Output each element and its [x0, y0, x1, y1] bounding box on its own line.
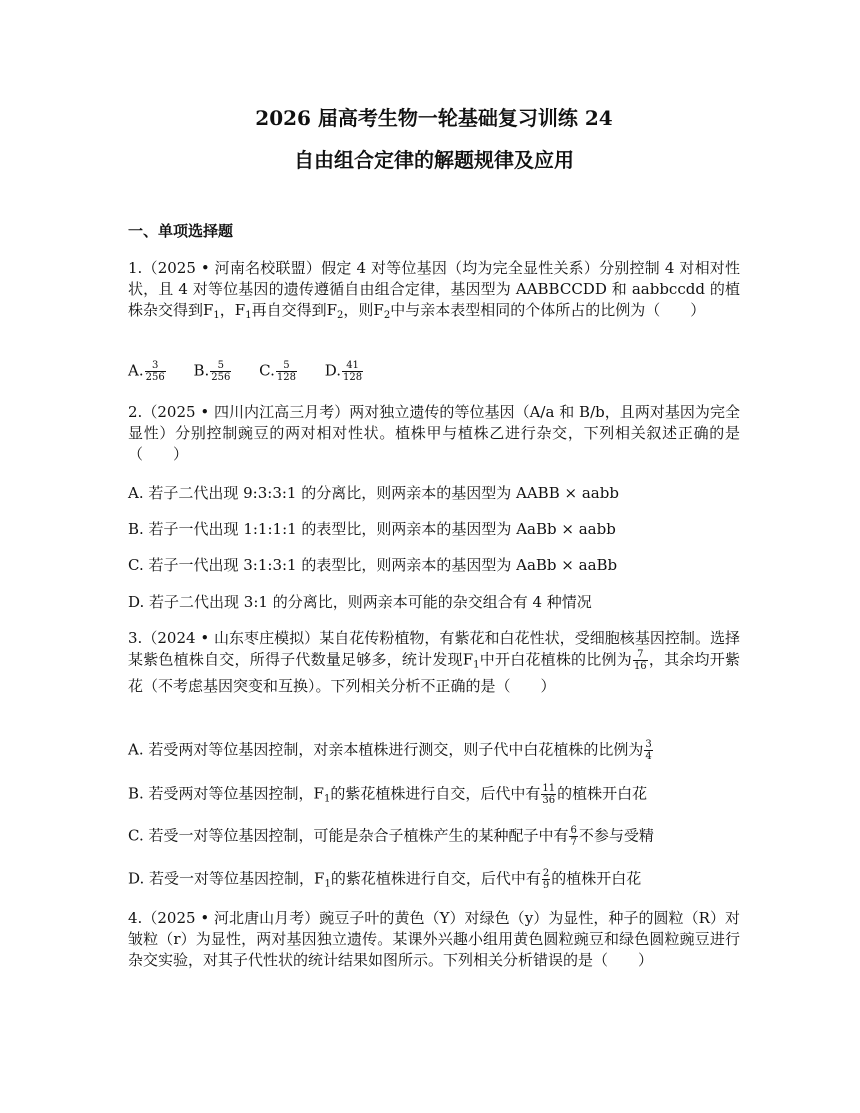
q1-option-d[interactable]: D. $\frac{41}{128}$ — [324, 360, 363, 383]
q1-option-c[interactable]: C. $\frac{5}{128}$ — [259, 360, 296, 383]
q1-options — [128, 360, 740, 383]
q2-option-d[interactable]: D. 若子二代出现 3:1 的分离比，则两亲本可能的杂交组合有 4 种情况 — [128, 593, 592, 611]
q1-option-a[interactable]: A. $\frac{3}{256}$ — [128, 360, 165, 383]
doc-title: 2026 届高考生物一轮基础复习训练 24 — [255, 106, 613, 130]
question-3: 3.（2024 • 山东枣庄模拟）某自花传粉植物，有紫花和白花性状，受细胞核基因控制。选择某紫色植株自交，所得子代数量足够多，统计发现$F_1$中开白花植株的比例为 $\frac{7}{16}$ ，其余均开紫花（不考虑基因突变和互换）。下列相关分析不正确的是（ ） — [128, 629, 740, 695]
q1-option-b[interactable]: B. $\frac{5}{256}$ — [193, 360, 231, 383]
q3-option-d[interactable]: D. 若受一对等位基因控制，$F_1$的紫花植株进行自交，后代中有 $\frac{2}{9}$ 的植株开白花 — [128, 868, 642, 891]
question-4: 4.（2025 • 河北唐山月考）豌豆子叶的黄色（Y）对绿色（y）为显性，种子的圆粒（R）对皱粒（r）为显性，两对基因独立遗传。某课外兴趣小组用黄色圆粒豌豆和绿色圆粒豌豆进行杂交实验，对其子代性状的统计结果如图所示。下列相关分析错误的是（ ） — [128, 909, 740, 969]
q2-option-b[interactable]: B. 若子一代出现 1:1:1:1 的表型比，则两亲本的基因型为 AaBb × aabb — [128, 520, 616, 538]
question-1: 1.（2025 • 河南名校联盟）假定 4 对等位基因（均为完全显性关系）分别控制 4 对相对性状，且 4 对等位基因的遗传遵循自由组合定律，基因型为 AABBCCDD 和 aabbccdd 的植株杂交得到$F_1$，$F_1$再自交得到$F_2$，则$F_2$中与亲本表型相同的个体所占的比例为（ ） — [128, 259, 740, 321]
section-heading: 一、单项选择题 — [128, 222, 234, 240]
q2-option-c[interactable]: C. 若子一代出现 3:1:3:1 的表型比，则两亲本的基因型为 AaBb × aaBb — [128, 556, 618, 574]
q1-text: 1.（2025 • 河南名校联盟）假定 4 对等位基因（均为完全显性关系）分别控制 4 对相对性状，且 4 对等位基因的遗传遵循自由组合定律，基因型为 AABBCCDD 和 aabbccdd 的植株杂交得到F — [128, 259, 740, 319]
doc-subtitle: 自由组合定律的解题规律及应用 — [294, 148, 574, 172]
q3-option-a[interactable]: A. 若受两对等位基因控制，对亲本植株进行测交，则子代中白花植株的比例为 $\frac{3}{4}$ — [128, 739, 652, 762]
q3-option-b[interactable]: B. 若受两对等位基因控制，$F_1$的紫花植株进行自交，后代中有 $\frac{11}{36}$ 的植株开白花 — [128, 783, 648, 806]
question-2: 2.（2025 • 四川内江高三月考）两对独立遗传的等位基因（A/a 和 B/b，且两对基因为完全显性）分别控制豌豆的两对相对性状。植株甲与植株乙进行杂交，下列相关叙述正确的是（ ） — [128, 403, 740, 463]
q3-option-c[interactable]: C. 若受一对等位基因控制，可能是杂合子植株产生的某种配子中有 $\frac{6}{7}$ 不参与受精 — [128, 825, 654, 848]
q2-option-a[interactable]: A. 若子二代出现 9:3:3:1 的分离比，则两亲本的基因型为 AABB × aabb — [128, 484, 619, 502]
